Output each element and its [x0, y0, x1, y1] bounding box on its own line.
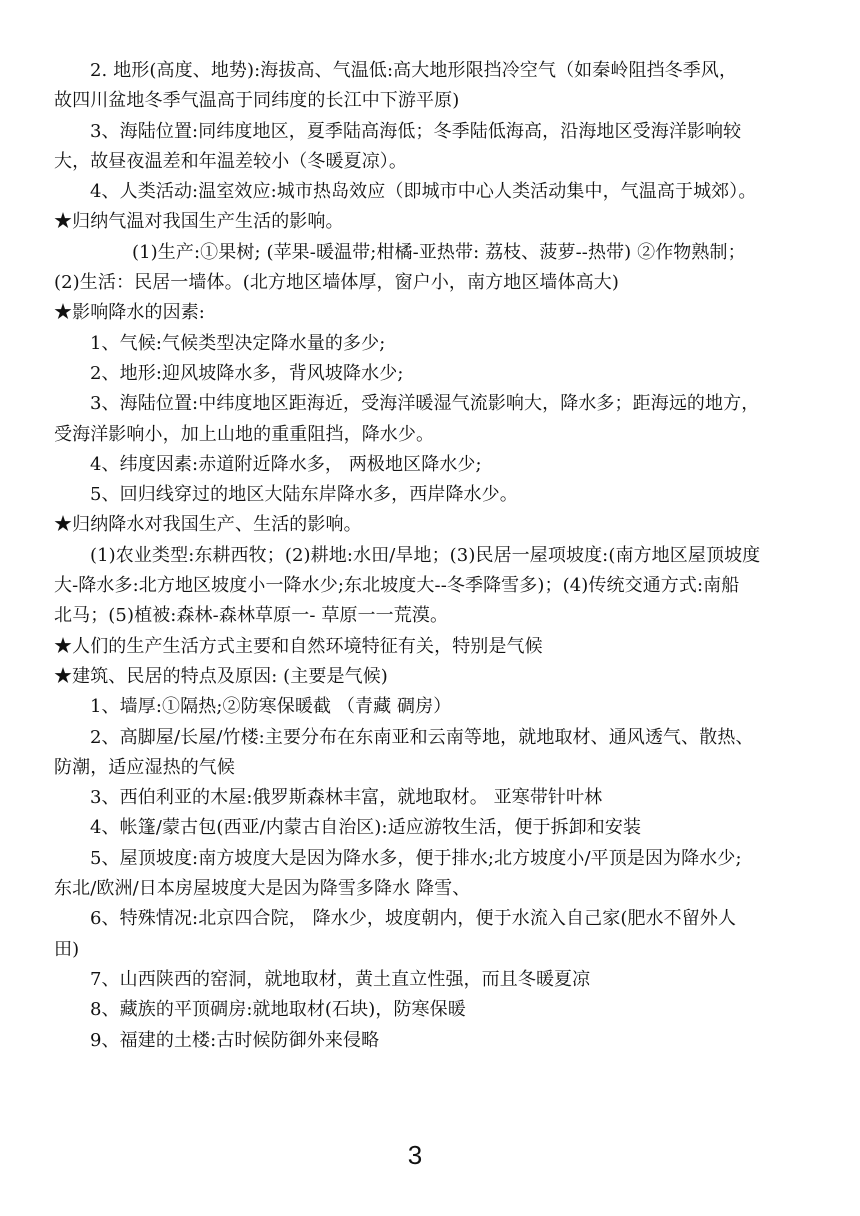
text-line: 5、屋顶坡度:南方坡度大是因为降水多，便于排水;北方坡度小/平顶是因为降水少;: [90, 847, 742, 869]
text-line: 2、高脚屋/长屋/竹楼:主要分布在东南亚和云南等地，就地取材、通风透气、散热、: [90, 726, 754, 748]
text-line: (1)农业类型:东耕西牧；(2)耕地:水田/旱地；(3)民居一屋项坡度:(南方地区屋顶坡度: [90, 544, 761, 566]
text-line: 3、西伯利亚的木屋:俄罗斯森林丰富，就地取材。 亚寒带针叶林: [90, 787, 603, 809]
text-line: 防潮，适应湿热的气候: [54, 756, 235, 778]
text-line: 2、地形:迎风坡降水多，背风坡降水少;: [90, 362, 404, 384]
text-line: 东北/欧洲/日本房屋坡度大是因为降雪多降水 降雪、: [54, 878, 471, 900]
text-line: 8、藏族的平顶碉房:就地取材(石块)，防寒保暖: [90, 999, 466, 1021]
text-line: 故四川盆地冬季气温高于同纬度的长江中下游平原): [54, 90, 460, 112]
text-line: 受海洋影响小，加上山地的重重阻挡，降水少。: [54, 423, 435, 445]
text-line: 7、山西陕西的窑洞，就地取材，黄土直立性强，而且冬暖夏凉: [90, 968, 591, 990]
text-line: 3、海陆位置:中纬度地区距海近，受海洋暖湿气流影响大，降水多；距海远的地方，: [90, 393, 760, 415]
page-number: 3: [407, 1140, 423, 1170]
text-line: 大，故昼夜温差和年温差较小（冬暖夏凉）。: [54, 150, 407, 172]
text-line: ★归纳降水对我国生产、生活的影响。: [54, 514, 362, 536]
text-line: ★影响降水的因素:: [54, 302, 205, 324]
text-line: 9、福建的土楼:古时候防御外来侵略: [90, 1029, 380, 1051]
text-line: 1、气候:气候类型决定降水量的多少;: [90, 332, 386, 354]
text-line: 2. 地形(高度、地势):海拔高、气温低:高大地形限挡冷空气（如秦岭阻挡冬季风，: [90, 60, 738, 81]
text-line: 4、纬度因素:赤道附近降水多， 两极地区降水少;: [90, 453, 482, 475]
text-line: ★人们的生产生活方式主要和自然环境特征有关，特别是气候: [54, 635, 543, 657]
text-line: 4、帐篷/蒙古包(西亚/内蒙古自治区):适应游牧生活，便于拆卸和安装: [90, 817, 642, 839]
text-line: 3、海陆位置:同纬度地区，夏季陆高海低；冬季陆低海高，沿海地区受海洋影响较: [90, 120, 742, 142]
text-line: 1、墙厚:①隔热;②防寒保暖截 （青藏 碉房）: [90, 696, 452, 718]
text-line: ★建筑、民居的特点及原因: (主要是气候): [54, 665, 388, 687]
text-line: 6、特殊情况:北京四合院， 降水少，坡度朝内，便于水流入自己家(肥水不留外人: [90, 908, 737, 930]
text-line: (1)生产:①果树; (苹果-暖温带;柑橘-亚热带: 荔枝、菠萝--热带) ②作物熟制；: [132, 241, 746, 263]
text-line: (2)生活：民居一墙体。(北方地区墙体厚，窗户小，南方地区墙体高大): [54, 272, 619, 294]
text-line: 北马；(5)植被:森林-森林草原一- 草原一一荒漠。: [54, 605, 449, 627]
text-line: 大-降水多:北方地区坡度小一降水少;东北坡度大--冬季降雪多)；(4)传统交通方式:南船: [54, 575, 740, 597]
document-body: [54, 56, 814, 1056]
text-line: 田): [54, 938, 80, 960]
text-line: 4、人类活动:温室效应:城市热岛效应（即城市中心人类活动集中，气温高于城郊）。: [90, 181, 757, 203]
text-line: 5、回归线穿过的地区大陆东岸降水多，西岸降水少。: [90, 484, 518, 506]
text-line: ★归纳气温对我国生产生活的影响。: [54, 211, 344, 233]
